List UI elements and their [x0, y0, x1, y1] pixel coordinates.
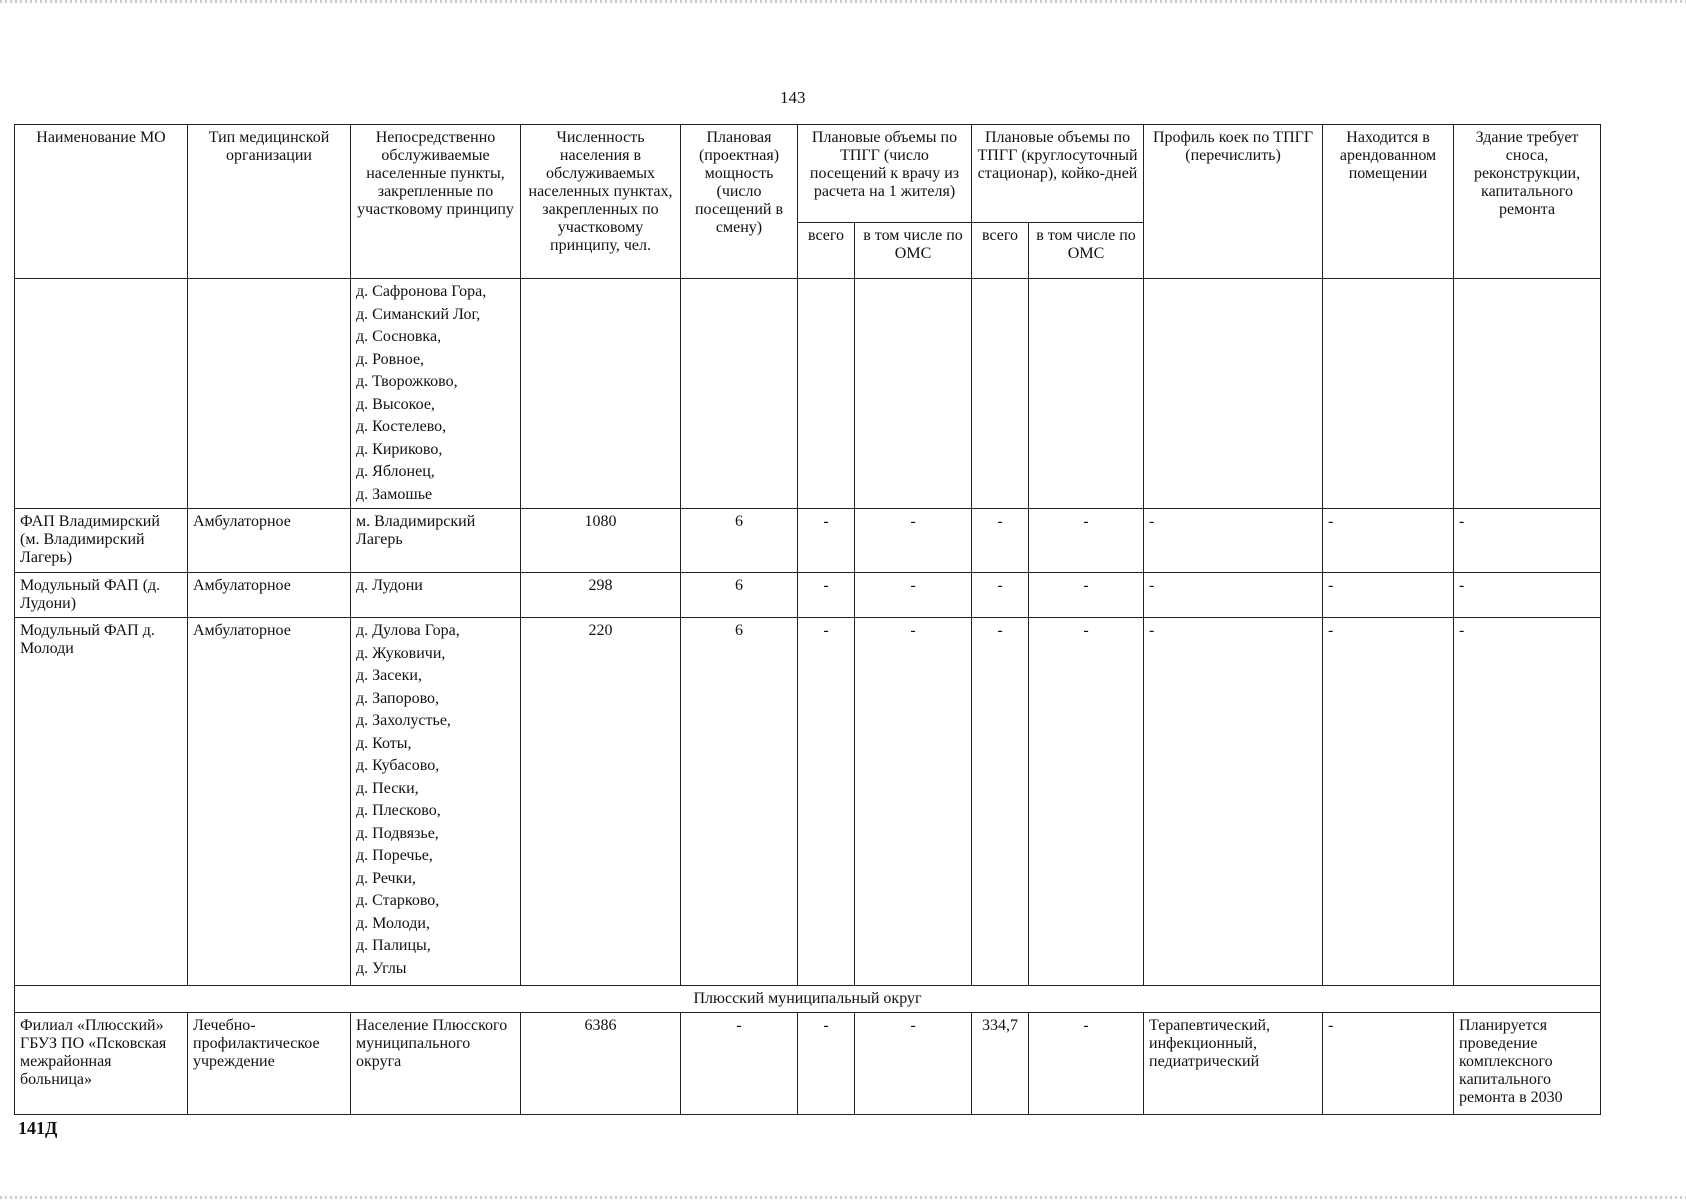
cell-visits-oms	[855, 279, 972, 509]
place-item: д. Палицы,	[356, 937, 431, 954]
header-beds: Профиль коек по ТПГГ (перечислить)	[1144, 125, 1323, 279]
place-item: д. Кириково,	[356, 440, 443, 458]
cell-rented: -	[1323, 509, 1454, 573]
cell-capacity: 6	[681, 573, 798, 618]
place-item: д. Поречье,	[356, 847, 433, 864]
footer-code: 141Д	[18, 1118, 58, 1138]
cell-population: 298	[521, 573, 681, 618]
table-row	[15, 509, 1601, 573]
cell-hospital-total	[972, 279, 1029, 509]
header-visits-oms: в том числе по ОМС	[855, 223, 972, 279]
cell-beds: -	[1144, 509, 1323, 573]
cell-places	[351, 509, 521, 573]
cell-name	[15, 279, 188, 509]
cell-places	[351, 573, 521, 618]
header-repair: Здание требует сноса, реконструкции, капитального ремонта	[1454, 125, 1601, 279]
scan-edge-top	[0, 0, 1686, 3]
cell-capacity: -	[681, 1013, 798, 1115]
cell-hospital-oms: -	[1029, 618, 1144, 986]
cell-hospital-oms: -	[1029, 509, 1144, 573]
place-item: д. Речки,	[356, 869, 416, 887]
place-item: д. Углы	[356, 959, 407, 977]
table-row	[15, 279, 1601, 509]
place-item: д. Сафронова Гора,	[356, 283, 487, 300]
cell-visits-oms: -	[855, 573, 972, 618]
cell-capacity	[681, 279, 798, 509]
cell-places	[351, 1013, 521, 1115]
header-capacity: Плановая (проектная) мощность (число посещений в смену)	[681, 125, 798, 279]
cell-name: ФАП Владимирский (м. Владимирский Лагерь)	[15, 509, 188, 573]
header-population: Численность населения в обслуживаемых населенных пунктах, закрепленных по участковому принципу, чел.	[521, 125, 681, 279]
cell-repair: -	[1454, 509, 1601, 573]
cell-population: 220	[521, 618, 681, 986]
cell-type: Амбулаторное	[188, 618, 351, 986]
page-number: 143	[780, 88, 806, 107]
place-item: д. Плесково,	[356, 802, 441, 819]
cell-repair: Планируется проведение комплексного капитального ремонта в 2030	[1454, 1013, 1601, 1115]
place-item: д. Жуковичи,	[356, 644, 446, 662]
section-title: Плюсский муниципальный округ	[15, 986, 1601, 1013]
cell-rented	[1323, 279, 1454, 509]
cell-hospital-oms: -	[1029, 1013, 1144, 1115]
scan-edge-bottom	[0, 1196, 1686, 1199]
cell-name: Модульный ФАП (д. Лудони)	[15, 573, 188, 618]
place-item: д. Пески,	[356, 779, 419, 797]
header-name: Наименование МО	[15, 125, 188, 279]
cell-beds: -	[1144, 618, 1323, 986]
cell-population: 1080	[521, 509, 681, 573]
cell-places	[351, 618, 521, 986]
cell-visits-oms: -	[855, 1013, 972, 1115]
cell-type	[188, 279, 351, 509]
cell-type: Лечебно-профилактическое учреждение	[188, 1013, 351, 1115]
cell-rented: -	[1323, 573, 1454, 618]
header-places: Непосредственно обслуживаемые населенные пункты, закрепленные по участковому принципу	[351, 125, 521, 279]
cell-visits-total: -	[798, 573, 855, 618]
place-item: д. Симанский Лог,	[356, 305, 481, 323]
cell-beds: -	[1144, 573, 1323, 618]
cell-beds: Терапевтический, инфекционный, педиатрический	[1144, 1013, 1323, 1115]
cell-repair: -	[1454, 618, 1601, 986]
cell-capacity: 6	[681, 509, 798, 573]
table-row	[15, 573, 1601, 618]
cell-beds	[1144, 279, 1323, 509]
header-visits: Плановые объемы по ТПГГ (число посещений к врачу из расчета на 1 жителя)	[798, 125, 972, 223]
place-item: д. Замошье	[356, 485, 433, 503]
cell-visits-total	[798, 279, 855, 509]
cell-type: Амбулаторное	[188, 573, 351, 618]
place-item: д. Лудони	[356, 577, 423, 594]
cell-name: Модульный ФАП д. Молоди	[15, 618, 188, 986]
place-item: д. Сосновка,	[356, 328, 442, 345]
header-hospital-oms: в том числе по ОМС	[1029, 223, 1144, 279]
place-item: д. Молоди,	[356, 914, 430, 932]
cell-repair: -	[1454, 573, 1601, 618]
place-item: м. Владимирский Лагерь	[356, 513, 476, 548]
place-item: д. Подвязье,	[356, 824, 439, 842]
table-row	[15, 1013, 1601, 1115]
place-item: д. Ровное,	[356, 350, 425, 368]
place-item: д. Засеки,	[356, 667, 422, 684]
cell-hospital-oms: -	[1029, 573, 1144, 618]
facilities-table	[14, 124, 1601, 1115]
header-hospital-total: всего	[972, 223, 1029, 279]
cell-hospital-total: 334,7	[972, 1013, 1029, 1115]
header-type: Тип медицинской организации	[188, 125, 351, 279]
cell-population: 6386	[521, 1013, 681, 1115]
cell-capacity: 6	[681, 618, 798, 986]
place-item: д. Творожково,	[356, 373, 458, 390]
section-row	[15, 986, 1601, 1013]
place-item: д. Запорово,	[356, 689, 440, 707]
cell-population	[521, 279, 681, 509]
header-rented: Находится в арендованном помещении	[1323, 125, 1454, 279]
header-visits-total: всего	[798, 223, 855, 279]
cell-visits-total: -	[798, 618, 855, 986]
place-item: д. Коты,	[356, 734, 412, 752]
place-item: д. Старково,	[356, 892, 440, 909]
header-hospital: Плановые объемы по ТПГГ (круглосуточный стационар), койко-дней	[972, 125, 1144, 223]
cell-rented: -	[1323, 1013, 1454, 1115]
cell-name: Филиал «Плюсский» ГБУЗ ПО «Псковская межрайонная больница»	[15, 1013, 188, 1115]
cell-hospital-total: -	[972, 509, 1029, 573]
cell-visits-oms: -	[855, 618, 972, 986]
place-item: д. Захолустье,	[356, 712, 451, 729]
cell-visits-total: -	[798, 1013, 855, 1115]
cell-visits-oms: -	[855, 509, 972, 573]
place-item: д. Костелево,	[356, 418, 447, 435]
place-item: д. Кубасово,	[356, 757, 440, 774]
place-item: д. Яблонец,	[356, 463, 435, 480]
cell-hospital-total: -	[972, 618, 1029, 986]
place-item: д. Дулова Гора,	[356, 622, 460, 639]
cell-rented: -	[1323, 618, 1454, 986]
cell-repair	[1454, 279, 1601, 509]
cell-hospital-total: -	[972, 573, 1029, 618]
cell-places	[351, 279, 521, 509]
place-item: Население Плюсского муниципального округа	[356, 1017, 508, 1070]
table-row	[15, 618, 1601, 986]
cell-type: Амбулаторное	[188, 509, 351, 573]
cell-visits-total: -	[798, 509, 855, 573]
cell-hospital-oms	[1029, 279, 1144, 509]
place-item: д. Высокое,	[356, 395, 435, 413]
